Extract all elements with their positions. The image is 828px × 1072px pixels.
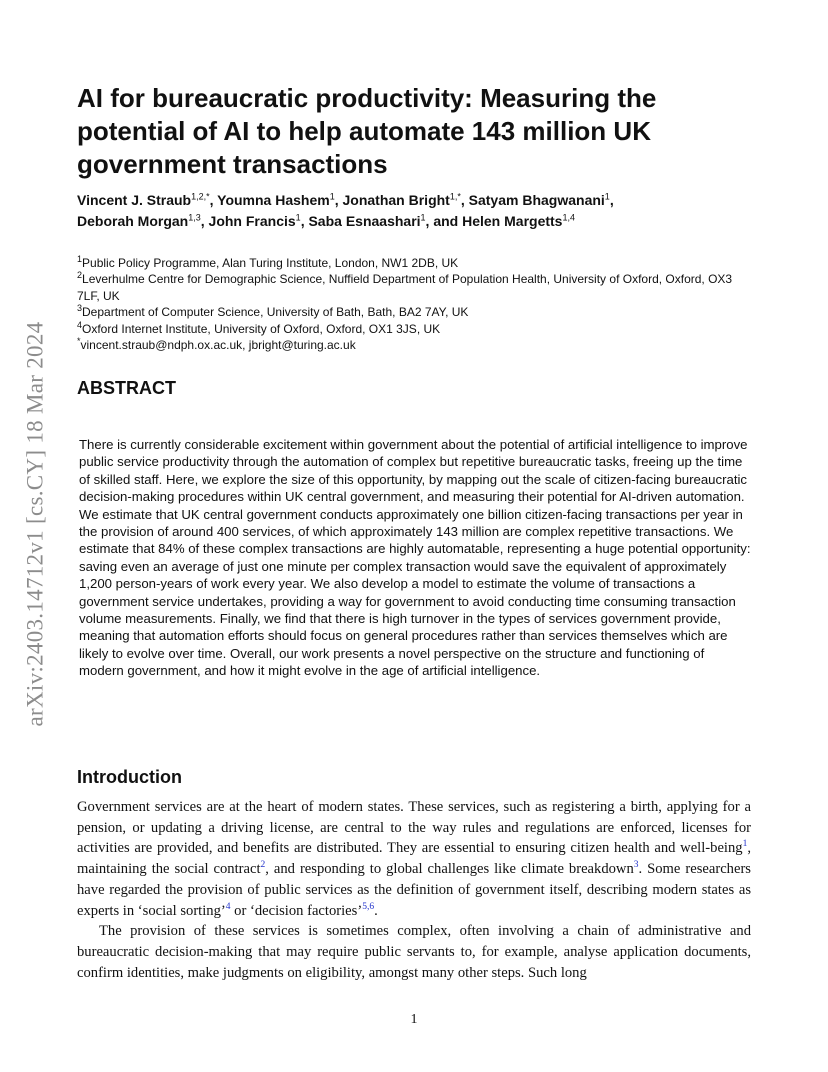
citation-link[interactable]: 4 <box>225 901 231 912</box>
abstract-text: There is currently considerable excitement within government about the potential of artificial intelligence to improve public service productivity through the automation of complex but repetitive bureaucratic tasks, freeing up the time of skilled staff. Here, we explore the size of this opportunity, by mapping out the scale of citizen-facing bureaucratic decision-making procedures within UK central government, and measuring their potential for AI-driven automation. We estimate that UK central government conducts approximately one billion citizen-facing transactions per year in the provision of around 400 services, of which approximately 143 million are complex repetitive transactions. We estimate that 84% of these complex transactions are highly automatable, representing a huge potential opportunity: saving even an average of just one minute per complex transaction would save the equivalent of approximately 1,200 person-years of work every year. We also develop a model to estimate the volume of transactions a government service undertakes, providing a way for government to avoid conducting time consuming transaction volume measurements. Finally, we find that there is high turnover in the types of services government provide, meaning that automation efforts should focus on general procedures rather than services themselves which are likely to evolve over time. Overall, our work presents a novel perspective on the structure and functioning of modern government, and how it might evolve in the age of artificial intelligence. <box>79 437 751 679</box>
author: John Francis$^1$, <box>208 212 309 229</box>
author-list <box>77 190 757 232</box>
citation-link[interactable]: 3 <box>633 860 639 871</box>
affiliation-list <box>77 255 757 353</box>
affiliation: $^2$Leverhulme Centre for Demographic Science, Nuffield Department of Population Health, University of Oxford, Oxford, OX3 7LF, UK <box>77 270 733 303</box>
citation-link[interactable]: 5,6 <box>362 901 375 912</box>
author: Youmna Hashem$^1$, <box>217 191 343 208</box>
paper-title: AI for bureaucratic productivity: Measuring the potential of AI to help automate 143 million UK government transactions <box>77 83 657 179</box>
introduction-heading: Introduction <box>77 767 182 787</box>
author: Satyam Bhagwanani$^1$, <box>468 191 614 208</box>
introduction-paragraph-1: Government services are at the heart of modern states. These services, such as registering a birth, applying for a pension, or updating a driving license, are central to the way rules and regulations are enforced, licenses for activities are provided, and benefits are distributed. They are essential to ensuring citizen health and well-being$^1$, maintaining the social contract$^2$, and responding to global challenges like climate breakdown$^3$. Some researchers have regarded the provision of public services as the definition of government itself, describing modern states as experts in ‘social sorting’$^4$ or ‘decision factories’$^{5,6}$. <box>77 799 751 919</box>
page-number: 1 <box>410 1012 418 1027</box>
affiliation: $^1$Public Policy Programme, Alan Turing Institute, London, NW1 2DB, UK <box>77 254 459 270</box>
arxiv-identifier-stamp <box>22 284 48 764</box>
introduction-body <box>77 797 751 983</box>
author: Vincent J. Straub$^{1,2,*}$, <box>77 191 218 208</box>
abstract-heading: ABSTRACT <box>77 378 176 398</box>
affiliation: $^3$Department of Computer Science, University of Bath, Bath, BA2 7AY, UK <box>77 303 469 320</box>
citation-link[interactable]: 2 <box>260 860 266 871</box>
corresponding-emails[interactable]: *vincent.straub@ndph.ox.ac.uk, jbright@turing.ac.uk <box>77 336 356 353</box>
introduction-paragraph-2: The provision of these services is sometimes complex, often involving a chain of administrative and bureaucratic decision-making that may require public servants to, for example, analyse application documents, confirm identities, make judgments on eligibility, amongst many other steps. Such long <box>77 923 751 981</box>
author: Deborah Morgan$^{1,3}$, <box>77 212 209 229</box>
affiliation: $^4$Oxford Internet Institute, University of Oxford, Oxford, OX1 3JS, UK <box>77 319 441 336</box>
citation-link[interactable]: 1 <box>742 839 748 850</box>
author: Jonathan Bright$^{1,*}$, <box>342 191 469 208</box>
author: Saba Esnaashari$^1$, and <box>308 212 463 229</box>
author: Helen Margetts$^{1,4}$ <box>462 212 575 229</box>
arxiv-identifier-text: arXiv:2403.14712v1 [cs.CY] 18 Mar 2024 <box>22 321 47 727</box>
